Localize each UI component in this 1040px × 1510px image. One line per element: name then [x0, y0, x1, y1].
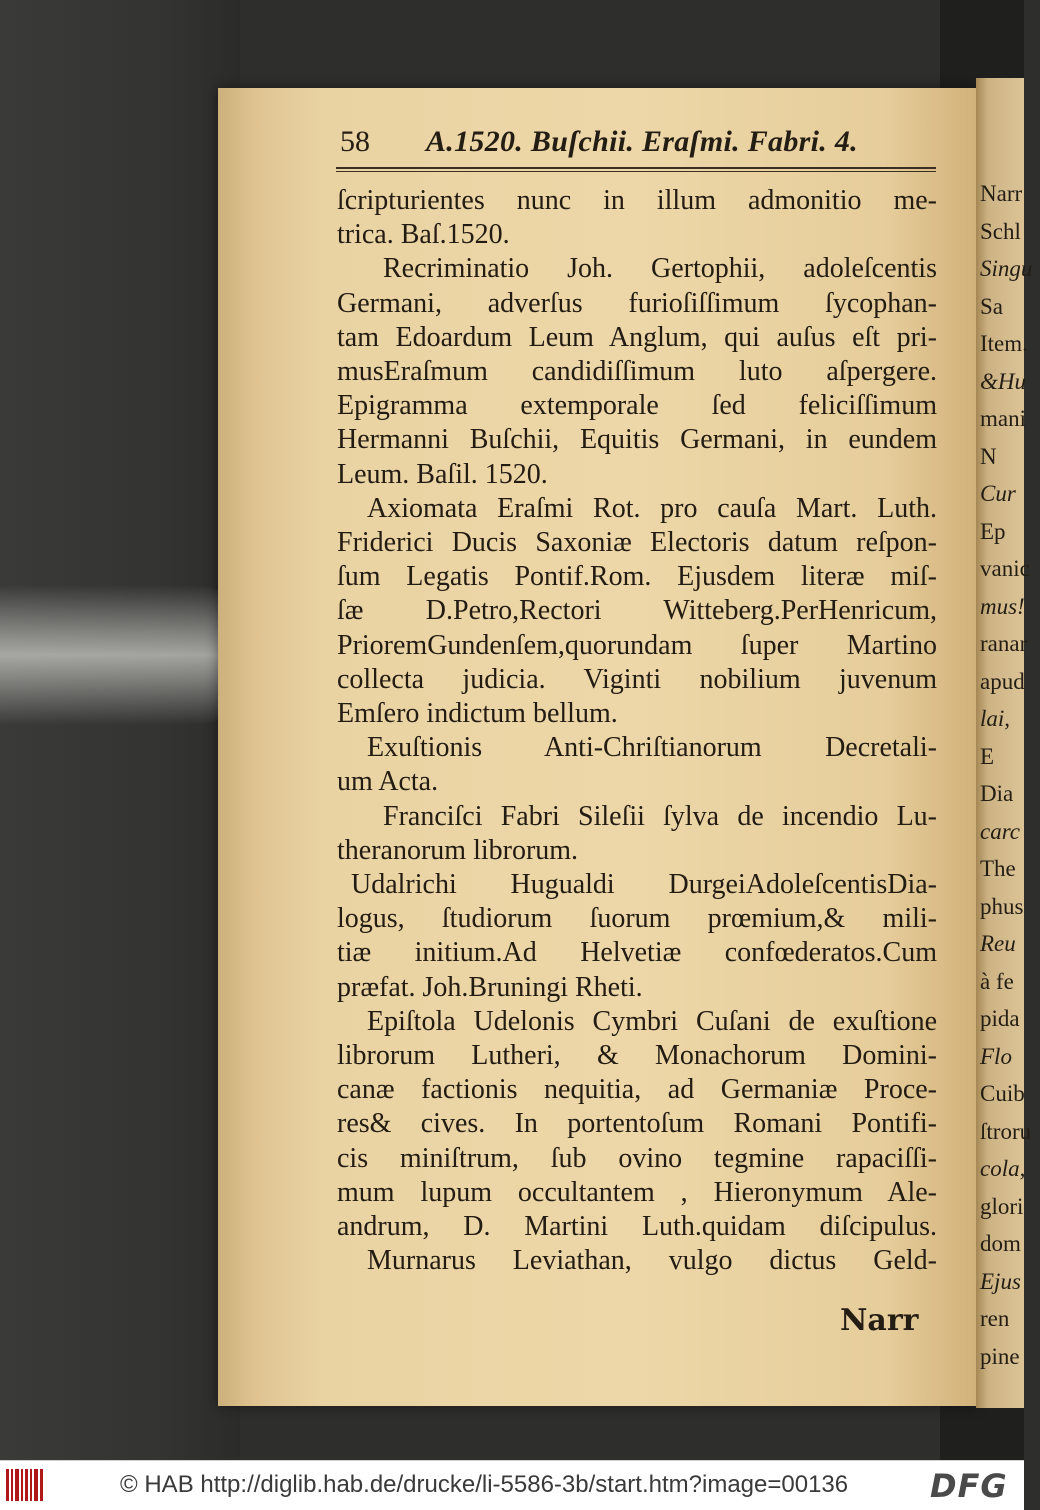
text-line: um Acta. [337, 766, 439, 798]
text-line: librorum Lutheri, & Monachorum Domini- [337, 1040, 937, 1072]
facing-page-fragment: Item. [980, 331, 1028, 356]
page-body [337, 184, 937, 1279]
text-line: PrioremGundenſem,quorundam ſuper Martino [337, 629, 937, 661]
text-line: mum lupum occultantem , Hieronymum Ale- [337, 1176, 937, 1208]
text-line: tam Edoardum Leum Anglum, qui auſus eſt pri- [337, 321, 937, 353]
facing-page-fragment: Dia [980, 781, 1014, 806]
facing-page-fragment: à fe [980, 968, 1014, 994]
facing-page-fragment: ren [980, 1306, 1010, 1331]
facing-page-fragment: pine [980, 1343, 1020, 1369]
text-line: andrum, D. Martini Luth.quidam diſcipulus. [337, 1211, 937, 1243]
scanner-background-left [0, 0, 240, 1460]
text-line: Murnarus Leviathan, vulgo dictus Geld- [367, 1245, 937, 1277]
header-rule [336, 167, 936, 172]
facing-page-fragment: glori [980, 1193, 1024, 1219]
facing-page-fragment: vanic [980, 556, 1030, 581]
text-line: Friderici Ducis Saxoniæ Electoris datum reſpon- [337, 527, 937, 559]
facing-page-fragment: Narr [980, 181, 1023, 206]
text-line: Emſero indictum bellum. [337, 698, 618, 730]
facing-page-edge [976, 78, 1033, 1408]
facing-page-fragment: The [980, 856, 1016, 881]
facing-page-fragment: Ep [980, 518, 1006, 544]
facing-page-fragment: Cur [980, 481, 1016, 506]
text-line: trica. Baſ.1520. [337, 219, 510, 251]
page-header [340, 122, 940, 162]
text-line: Epigramma extemporale ſed feliciſſimum [337, 390, 937, 422]
facing-page-fragment: Schl [980, 218, 1021, 244]
text-line: Recriminatio Joh. Gertophii, adoleſcentis [383, 253, 937, 285]
text-line: Germani, adverſus furioſiſſimum ſycophan- [337, 287, 937, 319]
dfg-logo: DFG [930, 1467, 1008, 1505]
running-title: A.1520. Buſchii. Eraſmi. Fabri. 4. [426, 125, 858, 158]
facing-page-fragment: &Hu [980, 368, 1026, 394]
facing-page-fragment: ranar [980, 631, 1028, 656]
text-line: canæ factionis nequitia, ad Germaniæ Proce- [337, 1074, 937, 1106]
text-line: Axiomata Eraſmi Rot. pro cauſa Mart. Luth. [367, 492, 937, 524]
barcode-icon [6, 1469, 44, 1501]
facing-page-fragment: apud [980, 668, 1025, 694]
text-line: collecta judicia. Viginti nobilium juvenum [337, 663, 937, 695]
facing-page-fragment: mus! [980, 593, 1025, 619]
facing-page-fragment: Reu [980, 931, 1016, 956]
page-number: 58 [340, 125, 370, 158]
text-line: ſæ D.Petro,Rectori Witteberg.PerHenricum, [337, 595, 937, 627]
facing-page-fragment: mani [980, 406, 1026, 431]
text-line: Leum. Baſil. 1520. [337, 458, 548, 490]
text-line: ſcripturientes nunc in illum admonitio me- [337, 185, 937, 216]
facing-page-fragment: Sa [980, 293, 1003, 319]
text-line: cis miniſtrum, ſub ovino tegmine rapaciſſi- [337, 1142, 937, 1174]
text-line: musEraſmum candidiſſimum luto aſpergere. [337, 356, 937, 388]
facing-page-fragment: Flo [980, 1043, 1012, 1069]
facing-page-fragment: Cuib [980, 1081, 1025, 1106]
facing-page-fragment: carc [980, 818, 1021, 844]
text-line: Epiſtola Udelonis Cymbri Cuſani de exuſtione [367, 1005, 937, 1037]
text-line: Hermanni Buſchii, Equitis Germani, in eundem [337, 424, 937, 456]
text-line: theranorum librorum. [337, 834, 579, 866]
facing-page-fragment: N [980, 443, 997, 469]
facing-page-fragment: Ejus [980, 1268, 1021, 1294]
catchword: Narr [840, 1303, 919, 1338]
text-line: res& cives. In portentoſum Romani Pontifi- [337, 1108, 937, 1140]
facing-page-fragment: dom [980, 1231, 1021, 1256]
facing-page-fragment: pida [980, 1006, 1020, 1031]
text-line: Franciſci Fabri Sileſii ſylva de incendio Lu- [383, 800, 937, 832]
source-link[interactable]: © HAB http://diglib.hab.de/drucke/li-5586-3b/start.htm?image=00136 [120, 1471, 849, 1498]
text-line: logus, ſtudiorum ſuorum prœmium,& mili- [337, 903, 937, 935]
facing-page-fragment: lai, [980, 706, 1011, 731]
text-line: Exuſtionis Anti-Chriſtianorum Decretali- [367, 732, 937, 764]
facing-page-fragment: ſtroru [980, 1118, 1032, 1144]
facing-page-fragment: E [980, 743, 995, 769]
viewer-footer [0, 1460, 1024, 1510]
text-line: ſum Legatis Pontif.Rom. Ejusdem literæ miſ- [337, 561, 937, 593]
facing-page-fragment: Singu [980, 256, 1033, 281]
facing-page-fragment: cola, [980, 1156, 1026, 1181]
text-line: tiæ initium.Ad Helvetiæ confœderatos.Cum [337, 937, 937, 969]
facing-page-fragment: phus [980, 893, 1024, 919]
text-line: præfat. Joh.Bruningi Rheti. [337, 971, 643, 1003]
text-line: Udalrichi Hugualdi DurgeiAdoleſcentisDia- [351, 869, 937, 901]
